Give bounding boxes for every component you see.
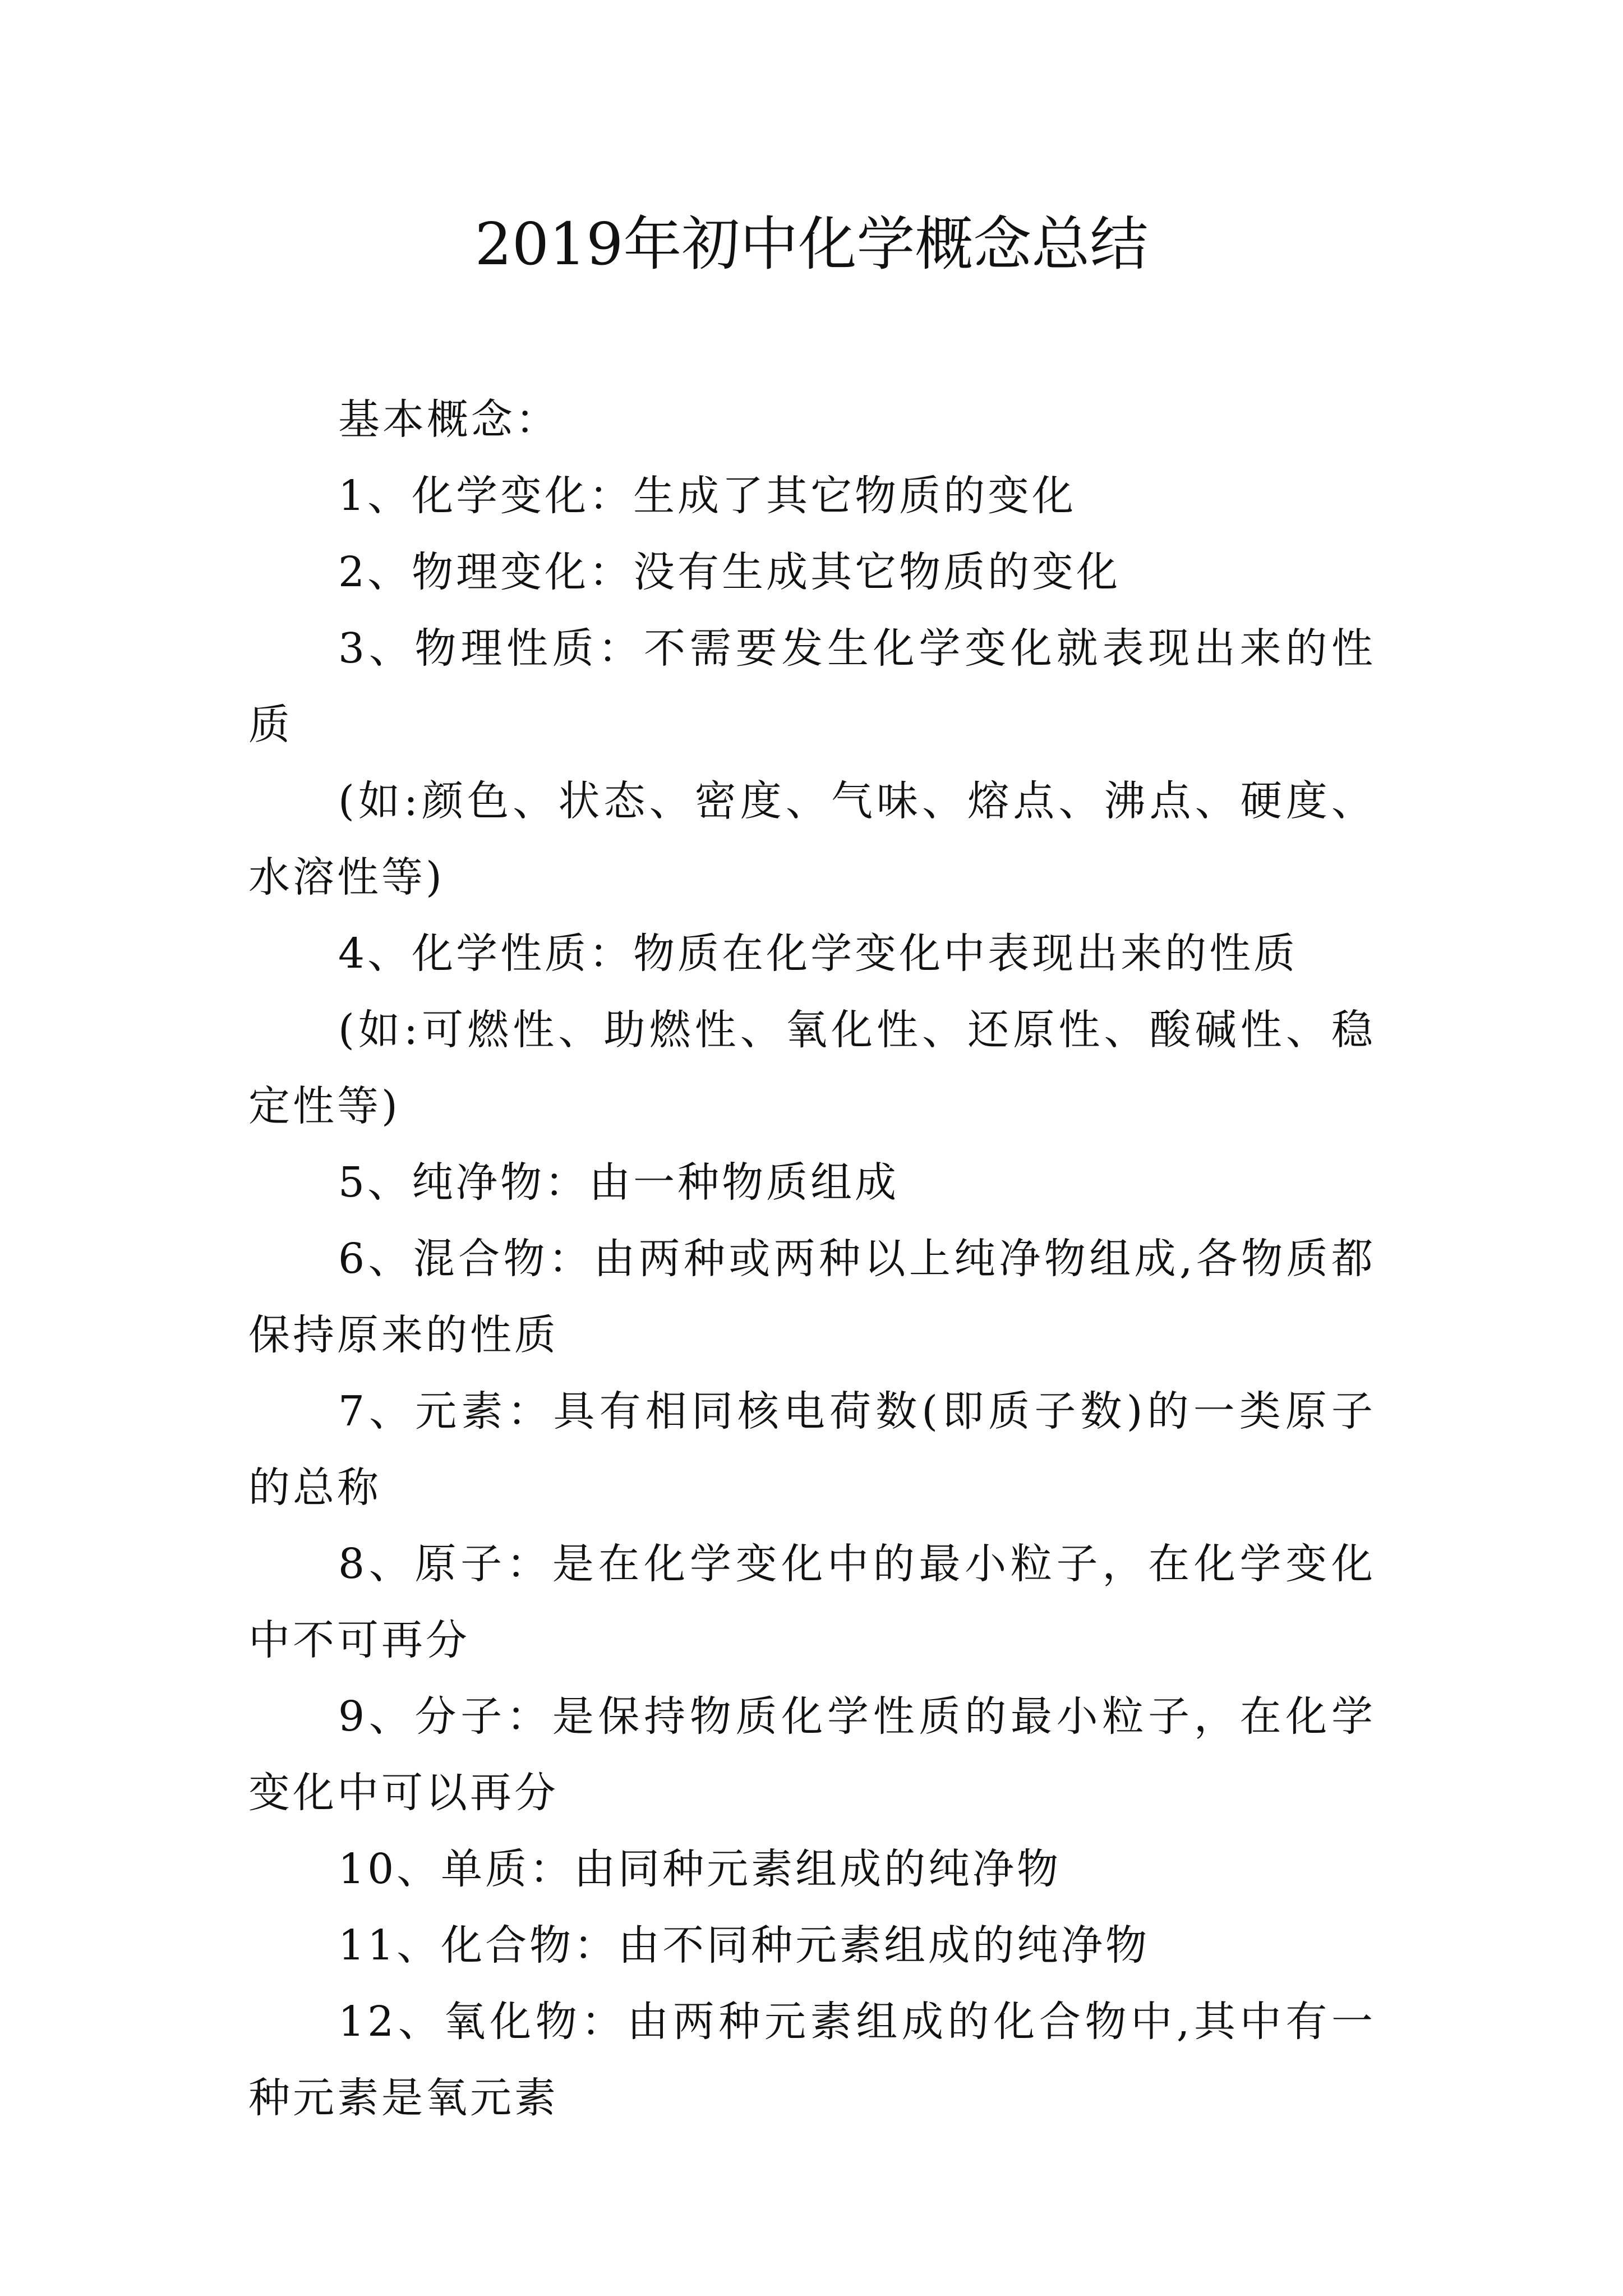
definition-elementary-substance: 10、单质：由同种元素组成的纯净物	[338, 1845, 1062, 1893]
definition-chemical-change: 1、化学变化：生成了其它物质的变化	[338, 472, 1077, 520]
physical-property-examples: (如:颜色、状态、密度、气味、熔点、沸点、硬度、水溶性等)	[248, 777, 1376, 901]
definition-mixture: 6、混合物：由两种或两种以上纯净物组成,各物质都保持原来的性质	[248, 1235, 1376, 1359]
definition-compound: 11、化合物：由不同种元素组成的纯净物	[338, 1921, 1150, 1970]
definition-oxide: 12、氧化物：由两种元素组成的化合物中,其中有一种元素是氧元素	[248, 1998, 1376, 2122]
definition-pure-substance: 5、纯净物：由一种物质组成	[338, 1158, 900, 1207]
chemical-property-examples: (如:可燃性、助燃性、氧化性、还原性、酸碱性、稳定性等)	[248, 1006, 1376, 1130]
document-title: 2019年初中化学概念总结	[474, 210, 1149, 278]
definition-physical-property: 3、物理性质：不需要发生化学变化就表现出来的性质	[248, 624, 1376, 749]
definition-atom: 8、原子：是在化学变化中的最小粒子，在化学变化中不可再分	[248, 1540, 1376, 1664]
definition-element: 7、元素：具有相同核电荷数(即质子数)的一类原子的总称	[248, 1387, 1376, 1512]
definition-physical-change: 2、物理变化：没有生成其它物质的变化	[338, 548, 1121, 596]
section-heading: 基本概念：	[338, 395, 560, 444]
definition-molecule: 9、分子：是保持物质化学性质的最小粒子，在化学变化中可以再分	[248, 1692, 1376, 1817]
document-body	[248, 381, 1376, 2136]
definition-chemical-property: 4、化学性质：物质在化学变化中表现出来的性质	[338, 930, 1298, 978]
